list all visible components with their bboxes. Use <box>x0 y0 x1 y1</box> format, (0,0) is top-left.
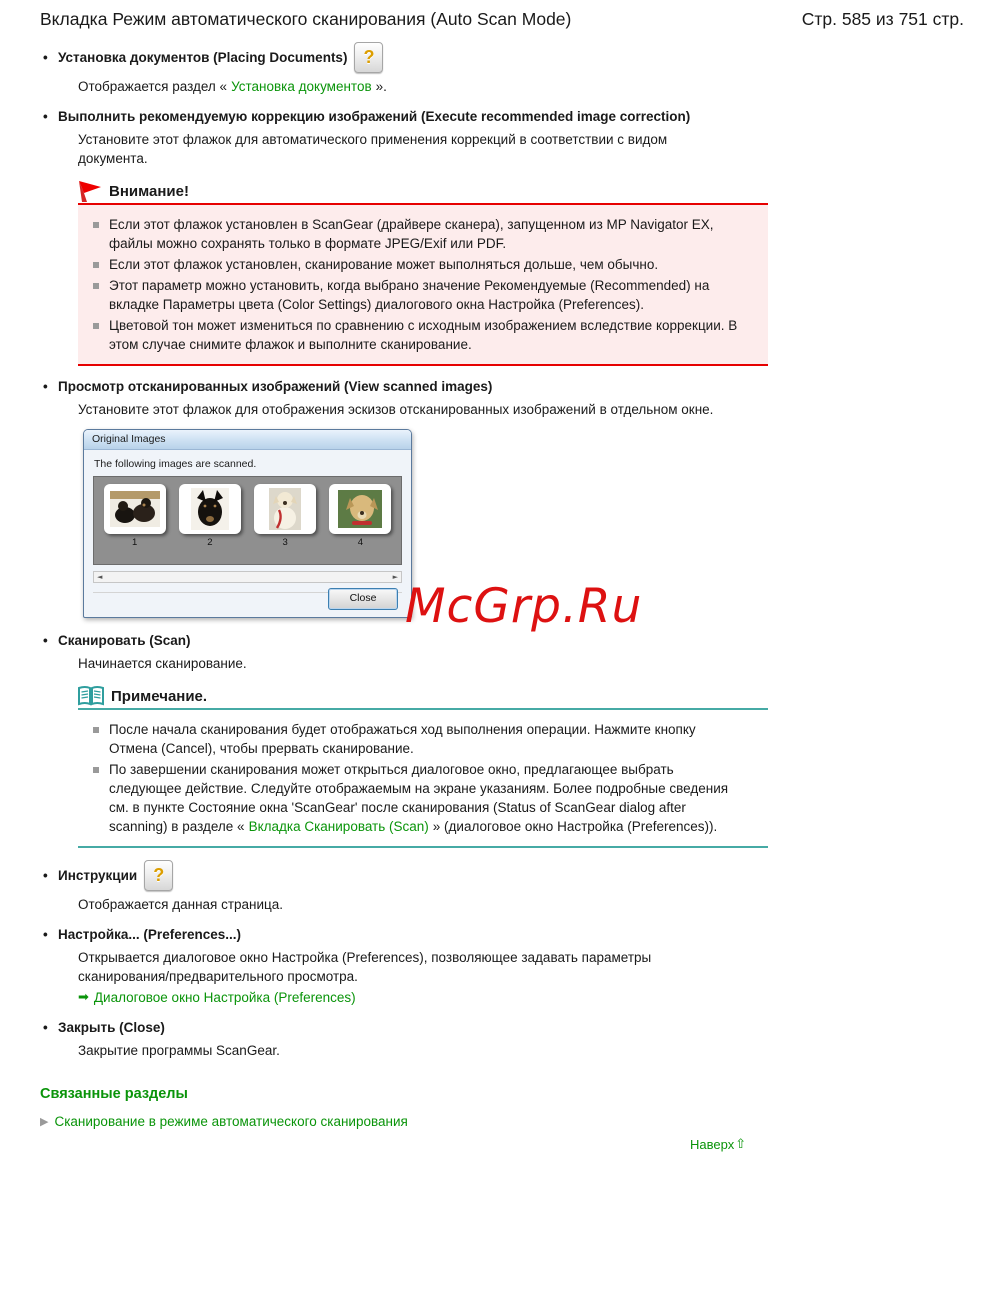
back-to-top[interactable] <box>690 1137 770 1152</box>
thumbnail-number: 1 <box>131 537 138 548</box>
dog-photo-4 <box>338 490 382 528</box>
item-execute-correction <box>58 107 1000 126</box>
item-instructions-desc: Отображается данная страница. <box>78 897 284 912</box>
desc-text: ». <box>375 79 387 94</box>
item-placing-documents <box>58 41 1000 73</box>
item-view-scanned <box>58 377 1000 396</box>
dialog-message: The following images are scanned. <box>94 458 257 470</box>
item-placing-documents-title: • Установка документов (Placing Documents) <box>58 49 348 65</box>
warning-box-header <box>78 179 768 203</box>
thumbnail-panel <box>93 476 402 565</box>
item-instructions <box>58 859 1000 891</box>
scroll-right-icon: ► <box>392 573 398 581</box>
thumbnail-photo-4 <box>329 484 391 534</box>
item-preferences-title: Настройка... (Preferences...) <box>58 927 241 942</box>
dialog-horizontal-scrollbar <box>93 571 402 583</box>
thumbnail-cell <box>248 484 323 564</box>
preferences-jump-line <box>78 988 1000 1007</box>
help-icon: ? <box>354 42 383 73</box>
note-item: После начала сканирования будет отображаться ход выполнения операции. Нажмите кнопку Отмена (Cancel), чтобы прервать сканирование. <box>92 720 739 758</box>
dog-photo-1 <box>110 491 160 527</box>
item-preferences-desc: Открывается диалоговое окно Настройка (Preferences), позволяющее задавать параметры сканирования/предварительного просмотра. <box>78 950 652 984</box>
warning-box-body <box>78 203 768 366</box>
item-scan <box>58 631 1000 650</box>
thumbnail-number: 4 <box>357 537 364 548</box>
item-view-scanned-desc: Установите этот флажок для отображения эскизов отсканированных изображений в отдельном окне. <box>78 402 714 417</box>
related-topics-heading: Связанные разделы <box>40 1086 188 1102</box>
dialog-illustration-area <box>0 429 1000 634</box>
jump-arrow-icon: ➡ <box>78 990 89 1005</box>
item-close-desc: Закрытие программы ScanGear. <box>78 1043 280 1058</box>
thumbnail-photo-3 <box>254 484 316 534</box>
note-title: Примечание. <box>111 687 208 705</box>
help-icon: ? <box>144 860 173 891</box>
warning-item: Этот параметр можно установить, когда выбрано значение Рекомендуемые (Recommended) на вкладке Параметры цвета (Color Settings) диалогового окна Настройка (Preferences). <box>92 276 739 314</box>
triangle-icon: ▶ <box>40 1115 49 1128</box>
item-placing-documents-desc <box>78 77 733 96</box>
item-scan-title: Сканировать (Scan) <box>58 633 191 648</box>
link-preferences-dialog[interactable]: Диалоговое окно Настройка (Preferences) <box>93 990 356 1005</box>
page-title: Вкладка Режим автоматического сканирования (Auto Scan Mode) <box>40 9 572 29</box>
note-book-icon <box>78 685 104 707</box>
original-images-dialog <box>83 429 412 618</box>
link-scan-tab[interactable]: Вкладка Сканировать (Scan) <box>248 819 429 834</box>
warning-title: Внимание! <box>109 182 189 200</box>
note-text: » (диалоговое окно Настройка (Preferences)). <box>432 819 718 834</box>
note-box <box>78 684 768 848</box>
thumbnail-photo-2 <box>179 484 241 534</box>
item-view-scanned-title: Просмотр отсканированных изображений (View scanned images) <box>58 379 493 394</box>
watermark: McGrp.Ru <box>405 579 643 634</box>
up-arrow-icon: ⇧ <box>735 1137 747 1152</box>
back-to-top-label[interactable]: Наверх <box>690 1137 735 1152</box>
desc-text: Отображается раздел « <box>78 79 228 94</box>
warning-item: Если этот флажок установлен в ScanGear (драйвере сканера), запущенном из MP Navigator EX, файлы можно сохранять только в формате JPEG/Exif или PDF. <box>92 215 739 253</box>
note-box-header <box>78 684 768 708</box>
note-box-body <box>78 708 768 848</box>
warning-item: Если этот флажок установлен, сканирование может выполняться дольше, чем обычно. <box>92 255 739 274</box>
page-header <box>0 0 1000 30</box>
dog-photo-3 <box>269 488 301 530</box>
dialog-titlebar: Original Images <box>84 430 411 450</box>
thumbnail-cell <box>97 484 172 564</box>
note-item <box>92 760 739 836</box>
note-text: По завершении сканирования может открыться диалоговое окно, предлагающее выбрать следующее действие. Следуйте отображаемым на экране указаниям. Более подробные сведения см. в пункте Состояние окна 'ScanGear' после сканирования (Status of ScanGear dialog after scanning) в разделе « <box>109 762 729 834</box>
item-scan-desc: Начинается сканирование. <box>78 656 247 671</box>
warning-flag-icon <box>78 179 102 203</box>
page-number: Стр. 585 из 751 стр. <box>801 9 964 29</box>
dog-photo-2 <box>191 488 229 530</box>
item-instructions-title: • Инструкции <box>58 867 138 883</box>
item-preferences <box>58 925 1000 944</box>
warning-box <box>78 179 768 366</box>
dialog-close-button: Close <box>328 588 398 610</box>
thumbnail-cell <box>323 484 398 564</box>
item-close-title: Закрыть (Close) <box>58 1020 165 1035</box>
link-placing-documents[interactable]: Установка документов <box>231 79 372 94</box>
item-close <box>58 1018 1000 1037</box>
thumbnail-number: 3 <box>282 537 288 548</box>
item-execute-correction-desc: Установите этот флажок для автоматического применения коррекций в соответствии с видом документа. <box>78 132 668 166</box>
item-execute-correction-title: Выполнить рекомендуемую коррекцию изображений (Execute recommended image correction) <box>58 109 691 124</box>
scroll-left-icon: ◄ <box>97 573 103 581</box>
warning-item: Цветовой тон может измениться по сравнению с исходным изображением вследствие коррекции. В этом случае снимите флажок и выполните сканирование. <box>92 316 739 354</box>
link-auto-scan-mode-scanning[interactable]: Сканирование в режиме автоматического сканирования <box>54 1114 408 1129</box>
thumbnail-photo-1 <box>104 484 166 534</box>
thumbnail-cell <box>172 484 247 564</box>
thumbnail-number: 2 <box>207 537 213 548</box>
related-topic-line <box>40 1114 1000 1129</box>
